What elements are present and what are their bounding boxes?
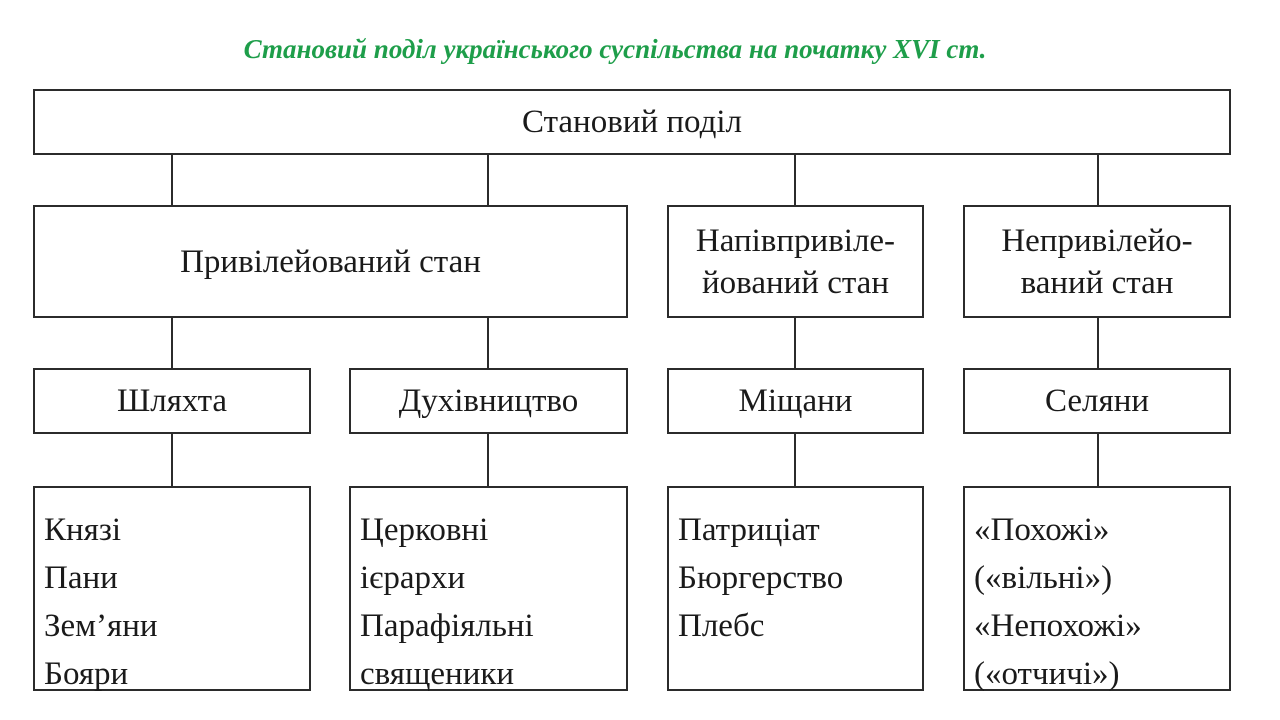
- root-label: Становий поділ: [522, 104, 742, 140]
- clergy-label: Духівництво: [398, 383, 579, 419]
- list-item: («вільні»): [974, 560, 1113, 596]
- privileged-estate-label: Привілейований стан: [180, 243, 481, 280]
- connector-szlachta-members: [171, 434, 173, 488]
- unprivileged-estate-box: [963, 205, 1231, 318]
- semi-privileged-estate-box: [667, 205, 924, 318]
- list-item: Князі: [44, 512, 122, 548]
- clergy-members-box: [349, 486, 628, 691]
- connector-root-privileged-left: [171, 155, 173, 207]
- privileged-estate-box: [33, 205, 628, 318]
- list-item: Церковні: [360, 512, 489, 548]
- list-item: священики: [360, 656, 515, 692]
- connector-townspeople-members: [794, 434, 796, 488]
- list-item: Плебс: [678, 608, 765, 644]
- list-item: «Похожі»: [974, 512, 1110, 548]
- list-item: Пани: [44, 560, 118, 596]
- connector-unprivileged-peasants: [1097, 318, 1099, 370]
- townspeople-label: Міщани: [738, 383, 853, 419]
- list-item: Бюргерство: [678, 560, 844, 596]
- szlachta-members-box: [33, 486, 311, 691]
- connector-clergy-members: [487, 434, 489, 488]
- list-item: ієрархи: [360, 560, 466, 596]
- list-item: Бояри: [44, 656, 129, 692]
- townspeople-members-box: [667, 486, 924, 691]
- connector-peasants-members: [1097, 434, 1099, 488]
- peasants-box: [963, 368, 1231, 434]
- connector-root-privileged-right: [487, 155, 489, 207]
- unprivileged-line-1: Непривілейо-: [1001, 222, 1193, 259]
- peasants-members-box: [963, 486, 1231, 691]
- semi-privileged-line-2: йований стан: [702, 264, 889, 301]
- connector-root-semi-privileged: [794, 155, 796, 207]
- list-item: Парафіяльні: [360, 608, 534, 644]
- list-item: «Непохожі»: [974, 608, 1142, 644]
- szlachta-box: [33, 368, 311, 434]
- connector-semi-townspeople: [794, 318, 796, 370]
- unprivileged-line-2: ваний стан: [1020, 264, 1174, 301]
- root-box: [33, 89, 1231, 155]
- clergy-box: [349, 368, 628, 434]
- peasants-label: Селяни: [1044, 383, 1150, 419]
- list-item: Зем’яни: [44, 608, 158, 644]
- connector-root-unprivileged: [1097, 155, 1099, 207]
- connector-privileged-clergy: [487, 318, 489, 370]
- townspeople-box: [667, 368, 924, 434]
- semi-privileged-line-1: Напівпривіле-: [695, 222, 896, 259]
- connector-privileged-szlachta: [171, 318, 173, 370]
- list-item: («отчичі»): [974, 656, 1120, 692]
- diagram-title: Становий поділ українського суспільства на початку XVI ст.: [243, 34, 987, 64]
- szlachta-label: Шляхта: [116, 383, 228, 419]
- list-item: Патриціат: [678, 512, 820, 548]
